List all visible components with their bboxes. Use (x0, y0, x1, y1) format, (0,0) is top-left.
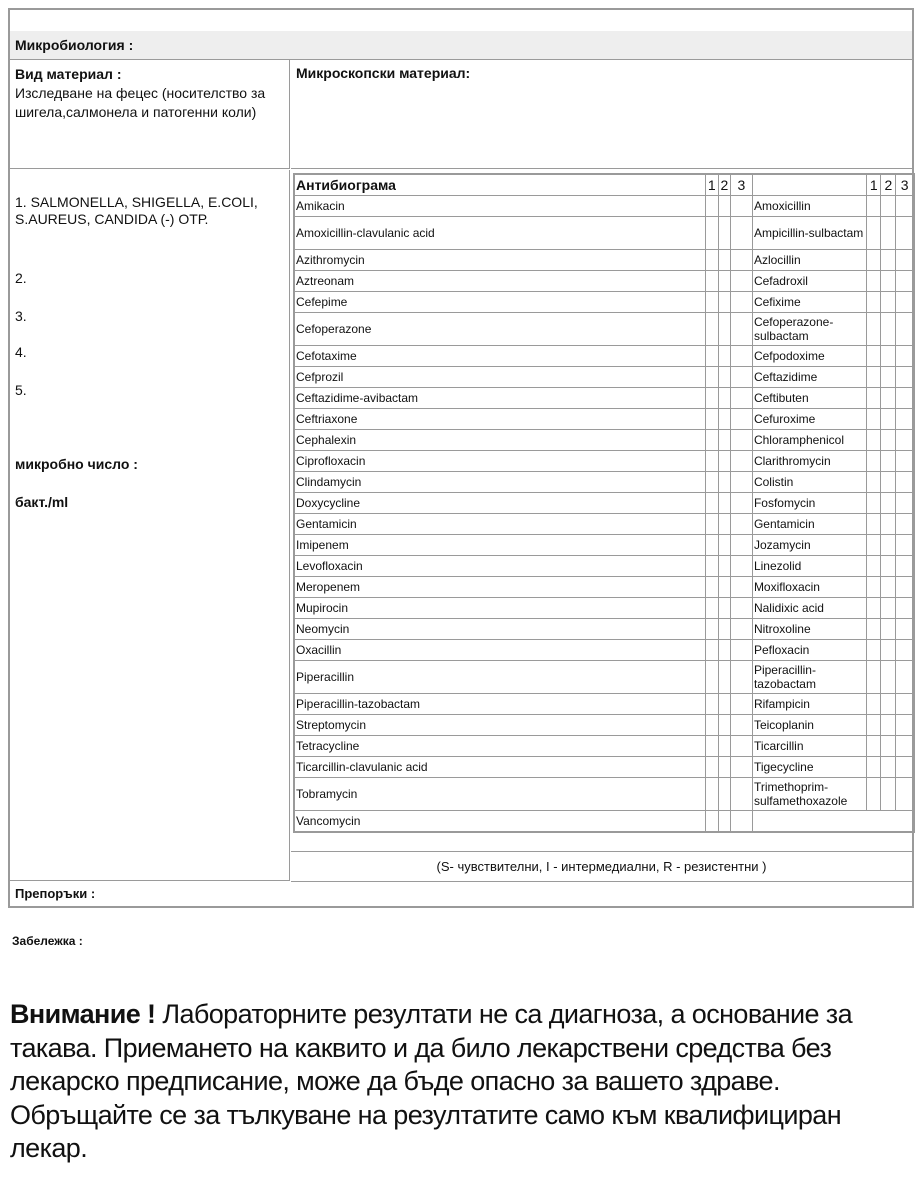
result-cell-left-2 (718, 217, 730, 250)
antibiotic-name-right: Gentamicin (752, 514, 866, 535)
antibiogram-row (294, 217, 914, 250)
antibiotic-name-left: Vancomycin (294, 811, 705, 833)
result-cell-left-2 (718, 271, 730, 292)
result-cell-left-2 (718, 514, 730, 535)
result-cell-right-1 (867, 292, 881, 313)
antibiotic-name-left: Imipenem (294, 535, 705, 556)
result-cell-left-1 (705, 292, 718, 313)
result-cell-left-2 (718, 451, 730, 472)
antibiotic-name-right: Ampicillin-sulbactam (752, 217, 866, 250)
antibiotic-name-right: Nalidixic acid (752, 598, 866, 619)
antibiogram-table (293, 173, 915, 833)
result-cell-left-3 (730, 409, 752, 430)
antibiogram-row (294, 472, 914, 493)
result-cell-left-3 (730, 472, 752, 493)
antibiotic-name-left: Cefoperazone (294, 313, 705, 346)
result-cell-right-1 (867, 535, 881, 556)
antibiogram-row (294, 556, 914, 577)
antibiotic-name-left: Cefprozil (294, 367, 705, 388)
antibiotic-name-right: Colistin (752, 472, 866, 493)
antibiotic-name-right: Trimethoprim-sulfamethoxazole (752, 778, 866, 811)
empty-header-row (10, 10, 912, 32)
result-cell-right-2 (881, 313, 896, 346)
result-cell-right-1 (867, 619, 881, 640)
antibiogram-row (294, 757, 914, 778)
antibiogram-row (294, 367, 914, 388)
result-cell-right-3 (896, 598, 914, 619)
result-cell-left-3 (730, 430, 752, 451)
antibiogram-row (294, 694, 914, 715)
antibiotic-name-right: Cefuroxime (752, 409, 866, 430)
antibiotic-name-left: Aztreonam (294, 271, 705, 292)
result-cell-left-2 (718, 715, 730, 736)
result-cell-right-1 (867, 514, 881, 535)
result-cell-left-3 (730, 271, 752, 292)
material-value: Изследване на фецес (носителство за шигела,салмонела и патогенни коли) (15, 85, 266, 120)
antibiogram-row (294, 535, 914, 556)
result-cell-right-2 (881, 757, 896, 778)
result-cell-left-2 (718, 577, 730, 598)
antibiotic-name-left: Clindamycin (294, 472, 705, 493)
antibiogram-row (294, 250, 914, 271)
result-cell-right-3 (896, 577, 914, 598)
antibiotic-name-right: Cefixime (752, 292, 866, 313)
result-cell-right-1 (867, 451, 881, 472)
result-cell-right-2 (881, 514, 896, 535)
result-cell-right-2 (881, 196, 896, 217)
col-header-2-right: 2 (881, 174, 896, 196)
antibiogram-row (294, 271, 914, 292)
antibiogram-cell (291, 170, 912, 852)
antibiotic-name-right: Cefpodoxime (752, 346, 866, 367)
antibiogram-row (294, 346, 914, 367)
antibiotic-name-right: Jozamycin (752, 535, 866, 556)
section-title: Микробиология : (10, 31, 912, 60)
antibiogram-title: Антибиограма (294, 174, 705, 196)
result-cell-left-3 (730, 598, 752, 619)
antibiotic-name-right: Tigecycline (752, 757, 866, 778)
result-cell-right-3 (896, 556, 914, 577)
result-cell-left-2 (718, 736, 730, 757)
result-cell-left-3 (730, 514, 752, 535)
result-cell-right-2 (881, 535, 896, 556)
result-cell-left-2 (718, 619, 730, 640)
result-cell-right-3 (896, 715, 914, 736)
result-cell-right-2 (881, 388, 896, 409)
result-cell-left-3 (730, 493, 752, 514)
result-cell-left-1 (705, 313, 718, 346)
result-cell-right-2 (881, 451, 896, 472)
result-cell-left-1 (705, 811, 718, 833)
result-cell-left-2 (718, 757, 730, 778)
antibiotic-name-right: Moxifloxacin (752, 577, 866, 598)
result-cell-right-3 (896, 451, 914, 472)
result-cell-right-3 (896, 313, 914, 346)
empty-right-cell (752, 811, 914, 833)
result-cell-left-2 (718, 346, 730, 367)
result-cell-right-1 (867, 556, 881, 577)
result-cell-left-2 (718, 388, 730, 409)
antibiotic-name-left: Cefotaxime (294, 346, 705, 367)
result-cell-left-1 (705, 493, 718, 514)
result-cell-right-3 (896, 661, 914, 694)
result-cell-left-2 (718, 430, 730, 451)
result-cell-left-1 (705, 661, 718, 694)
result-cell-left-1 (705, 451, 718, 472)
antibiotic-name-left: Cephalexin (294, 430, 705, 451)
result-cell-left-1 (705, 250, 718, 271)
result-cell-right-1 (867, 217, 881, 250)
result-cell-left-3 (730, 619, 752, 640)
result-cell-left-3 (730, 217, 752, 250)
result-cell-left-2 (718, 598, 730, 619)
antibiotic-name-left: Neomycin (294, 619, 705, 640)
result-cell-right-3 (896, 535, 914, 556)
result-cell-left-1 (705, 556, 718, 577)
result-cell-left-3 (730, 388, 752, 409)
sensitivity-legend: (S- чувствителни, I - интермедиални, R - резистентни ) (291, 852, 912, 882)
result-cell-left-1 (705, 535, 718, 556)
result-cell-right-2 (881, 619, 896, 640)
result-cell-left-2 (718, 367, 730, 388)
antibiogram-row (294, 292, 914, 313)
antibiogram-row (294, 577, 914, 598)
antibiotic-name-left: Oxacillin (294, 640, 705, 661)
antibiotic-name-right: Rifampicin (752, 694, 866, 715)
result-cell-right-1 (867, 367, 881, 388)
result-cell-right-1 (867, 715, 881, 736)
antibiotic-name-right: Pefloxacin (752, 640, 866, 661)
result-cell-left-1 (705, 271, 718, 292)
result-cell-left-1 (705, 430, 718, 451)
result-cell-left-3 (730, 196, 752, 217)
antibiogram-row (294, 598, 914, 619)
result-cell-left-1 (705, 619, 718, 640)
result-cell-right-1 (867, 736, 881, 757)
right-title-blank (752, 174, 866, 196)
result-cell-right-3 (896, 250, 914, 271)
antibiotic-name-right: Chloramphenicol (752, 430, 866, 451)
antibiotic-name-left: Piperacillin (294, 661, 705, 694)
result-cell-left-2 (718, 250, 730, 271)
result-cell-right-1 (867, 661, 881, 694)
result-cell-left-2 (718, 292, 730, 313)
col-header-1-right: 1 (867, 174, 881, 196)
result-cell-right-3 (896, 514, 914, 535)
result-cell-right-2 (881, 577, 896, 598)
result-cell-right-1 (867, 313, 881, 346)
antibiotic-name-left: Ceftazidime-avibactam (294, 388, 705, 409)
antibiogram-row (294, 778, 914, 811)
result-cell-right-3 (896, 196, 914, 217)
result-cell-left-3 (730, 811, 752, 833)
unit-label: бакт./ml (15, 494, 69, 510)
result-cell-right-3 (896, 409, 914, 430)
antibiogram-row (294, 388, 914, 409)
result-cell-left-2 (718, 811, 730, 833)
result-cell-right-3 (896, 367, 914, 388)
result-cell-left-2 (718, 661, 730, 694)
result-cell-left-1 (705, 367, 718, 388)
result-cell-left-3 (730, 577, 752, 598)
result-cell-right-3 (896, 388, 914, 409)
result-cell-right-2 (881, 430, 896, 451)
antibiogram-row (294, 451, 914, 472)
result-cell-right-2 (881, 556, 896, 577)
note-label: Забележка : (12, 934, 83, 948)
antibiotic-name-left: Tobramycin (294, 778, 705, 811)
antibiogram-row (294, 661, 914, 694)
antibiogram-header-row (294, 174, 914, 196)
antibiotic-name-right: Ceftazidime (752, 367, 866, 388)
result-cell-left-1 (705, 598, 718, 619)
result-cell-left-2 (718, 694, 730, 715)
result-cell-left-3 (730, 715, 752, 736)
result-cell-right-3 (896, 430, 914, 451)
result-cell-right-3 (896, 292, 914, 313)
col-header-1: 1 (705, 174, 718, 196)
result-item-2: 2. (15, 270, 27, 286)
result-cell-right-1 (867, 271, 881, 292)
result-cell-left-1 (705, 778, 718, 811)
result-cell-right-1 (867, 493, 881, 514)
result-cell-right-2 (881, 715, 896, 736)
result-cell-right-2 (881, 661, 896, 694)
result-item-4: 4. (15, 344, 27, 360)
result-cell-right-1 (867, 598, 881, 619)
antibiotic-name-right: Clarithromycin (752, 451, 866, 472)
result-cell-left-3 (730, 736, 752, 757)
antibiotic-name-right: Linezolid (752, 556, 866, 577)
antibiotic-name-left: Azithromycin (294, 250, 705, 271)
antibiogram-row (294, 430, 914, 451)
antibiotic-name-left: Ciprofloxacin (294, 451, 705, 472)
result-cell-right-2 (881, 409, 896, 430)
antibiotic-name-left: Ticarcillin-clavulanic acid (294, 757, 705, 778)
result-cell-left-3 (730, 292, 752, 313)
antibiotic-name-right: Nitroxoline (752, 619, 866, 640)
result-cell-right-2 (881, 472, 896, 493)
result-cell-right-2 (881, 694, 896, 715)
antibiotic-name-left: Mupirocin (294, 598, 705, 619)
result-cell-right-3 (896, 619, 914, 640)
antibiogram-row (294, 313, 914, 346)
result-cell-right-2 (881, 367, 896, 388)
antibiotic-name-left: Streptomycin (294, 715, 705, 736)
result-cell-right-3 (896, 736, 914, 757)
result-cell-right-3 (896, 346, 914, 367)
antibiogram-row (294, 409, 914, 430)
result-cell-right-2 (881, 598, 896, 619)
warning-text (10, 998, 915, 1166)
result-cell-left-3 (730, 451, 752, 472)
result-cell-left-3 (730, 640, 752, 661)
result-cell-right-2 (881, 271, 896, 292)
col-header-2: 2 (718, 174, 730, 196)
result-cell-left-1 (705, 472, 718, 493)
result-cell-left-1 (705, 196, 718, 217)
material-label: Вид материал : (15, 66, 122, 82)
result-cell-right-2 (881, 250, 896, 271)
result-cell-left-2 (718, 640, 730, 661)
antibiotic-name-left: Amoxicillin-clavulanic acid (294, 217, 705, 250)
result-cell-left-2 (718, 409, 730, 430)
warning-title: Внимание ! (10, 999, 156, 1029)
result-cell-left-2 (718, 472, 730, 493)
result-cell-left-1 (705, 715, 718, 736)
antibiogram-row (294, 811, 914, 833)
result-cell-right-3 (896, 694, 914, 715)
microscopy-label: Микроскопски материал: (291, 60, 912, 169)
antibiotic-name-right: Ticarcillin (752, 736, 866, 757)
result-cell-left-3 (730, 694, 752, 715)
result-cell-left-3 (730, 313, 752, 346)
antibiogram-row (294, 196, 914, 217)
microbial-count-label: микробно число : (15, 456, 138, 472)
result-cell-right-2 (881, 493, 896, 514)
result-cell-left-2 (718, 313, 730, 346)
result-cell-right-3 (896, 217, 914, 250)
antibiotic-name-left: Levofloxacin (294, 556, 705, 577)
result-cell-left-1 (705, 346, 718, 367)
antibiotic-name-right: Fosfomycin (752, 493, 866, 514)
antibiotic-name-right: Amoxicillin (752, 196, 866, 217)
antibiotic-name-right: Piperacillin-tazobactam (752, 661, 866, 694)
result-cell-right-3 (896, 271, 914, 292)
result-cell-left-3 (730, 778, 752, 811)
material-cell (10, 60, 290, 169)
result-cell-right-2 (881, 217, 896, 250)
recommendations-label: Препоръки : (15, 886, 96, 901)
result-cell-left-3 (730, 367, 752, 388)
result-cell-right-1 (867, 778, 881, 811)
result-cell-left-2 (718, 535, 730, 556)
microbiology-report (8, 8, 914, 908)
result-cell-left-1 (705, 577, 718, 598)
antibiogram-row (294, 619, 914, 640)
antibiotic-name-right: Ceftibuten (752, 388, 866, 409)
result-cell-right-3 (896, 493, 914, 514)
result-cell-left-2 (718, 196, 730, 217)
result-cell-left-1 (705, 694, 718, 715)
result-cell-right-2 (881, 292, 896, 313)
antibiotic-name-left: Doxycycline (294, 493, 705, 514)
result-cell-left-3 (730, 250, 752, 271)
result-cell-right-2 (881, 640, 896, 661)
result-cell-right-3 (896, 778, 914, 811)
antibiogram-row (294, 493, 914, 514)
antibiotic-name-left: Meropenem (294, 577, 705, 598)
result-cell-right-1 (867, 757, 881, 778)
results-cell (10, 170, 290, 881)
result-cell-left-3 (730, 757, 752, 778)
col-header-3: 3 (730, 174, 752, 196)
antibiotic-name-right: Cefadroxil (752, 271, 866, 292)
result-item-3: 3. (15, 308, 27, 324)
antibiogram-row (294, 736, 914, 757)
result-cell-left-1 (705, 514, 718, 535)
result-cell-left-1 (705, 640, 718, 661)
antibiotic-name-right: Cefoperazone-sulbactam (752, 313, 866, 346)
result-cell-left-2 (718, 778, 730, 811)
antibiogram-row (294, 514, 914, 535)
result-cell-right-1 (867, 640, 881, 661)
result-cell-right-1 (867, 250, 881, 271)
result-cell-right-1 (867, 409, 881, 430)
result-cell-right-1 (867, 388, 881, 409)
antibiotic-name-left: Ceftriaxone (294, 409, 705, 430)
warning-body: Лабораторните резултати не са диагноза, а основание за такава. Приемането на каквито и да било лекарствени средства без лекарско предписание, може да бъде опасно за вашето здраве. Обръщайте се за тълкуване на резултатите само към квалифициран лекар. (10, 999, 852, 1163)
antibiotic-name-right: Azlocillin (752, 250, 866, 271)
antibiotic-name-left: Piperacillin-tazobactam (294, 694, 705, 715)
result-cell-right-1 (867, 430, 881, 451)
result-cell-right-2 (881, 778, 896, 811)
antibiotic-name-left: Amikacin (294, 196, 705, 217)
result-cell-left-1 (705, 409, 718, 430)
result-cell-right-1 (867, 694, 881, 715)
result-cell-left-1 (705, 757, 718, 778)
result-cell-left-1 (705, 736, 718, 757)
result-item-5: 5. (15, 382, 27, 398)
result-cell-right-2 (881, 346, 896, 367)
result-item-1: 1. SALMONELLA, SHIGELLA, E.COLI, S.AUREUS, CANDIDA (-) ОТР. (15, 194, 258, 227)
result-cell-left-3 (730, 661, 752, 694)
antibiotic-name-left: Gentamicin (294, 514, 705, 535)
result-cell-left-1 (705, 388, 718, 409)
result-cell-left-2 (718, 556, 730, 577)
antibiotic-name-left: Cefepime (294, 292, 705, 313)
result-cell-right-1 (867, 472, 881, 493)
result-cell-right-3 (896, 472, 914, 493)
antibiotic-name-right: Teicoplanin (752, 715, 866, 736)
result-cell-left-3 (730, 535, 752, 556)
result-cell-left-3 (730, 556, 752, 577)
result-cell-left-2 (718, 493, 730, 514)
col-header-3-right: 3 (896, 174, 914, 196)
result-cell-left-1 (705, 217, 718, 250)
result-cell-right-3 (896, 757, 914, 778)
result-cell-left-3 (730, 346, 752, 367)
result-cell-right-2 (881, 736, 896, 757)
result-cell-right-3 (896, 640, 914, 661)
result-cell-right-1 (867, 196, 881, 217)
antibiogram-row (294, 715, 914, 736)
result-cell-right-1 (867, 577, 881, 598)
antibiogram-row (294, 640, 914, 661)
result-cell-right-1 (867, 346, 881, 367)
antibiotic-name-left: Tetracycline (294, 736, 705, 757)
